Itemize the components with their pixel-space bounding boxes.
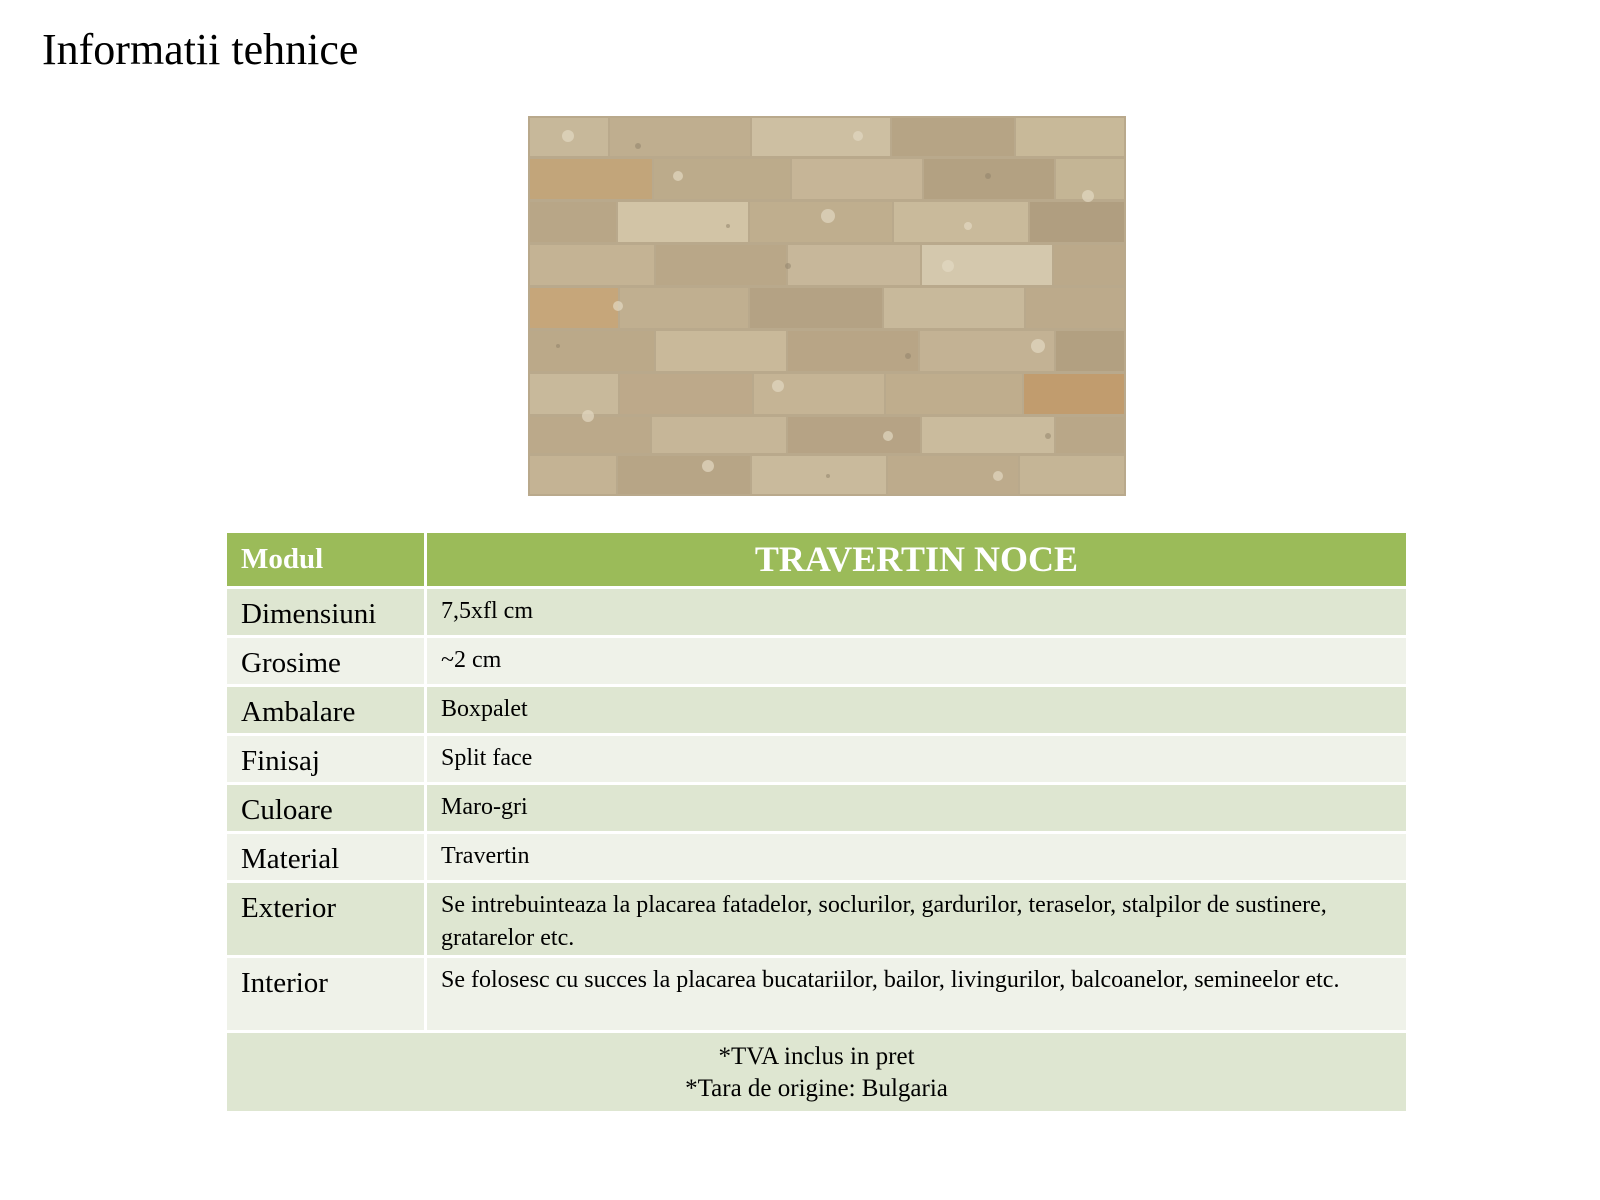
table-row-finisaj [226,735,1408,784]
table-row-exterior [226,882,1408,957]
row-value: Split face [426,735,1408,784]
slide-title: Informatii tehnice [42,25,359,74]
table-row-interior [226,957,1408,1032]
specifications-table [224,530,1409,1114]
row-label: Ambalare [226,686,426,735]
table-row-culoare [226,784,1408,833]
row-value: Se folosesc cu succes la placarea bucatariilor, bailor, livingurilor, balcoanelor, semineelor etc. [426,957,1408,1032]
table-header-row [226,532,1408,588]
row-label: Finisaj [226,735,426,784]
product-name-cell: TRAVERTIN NOCE [426,532,1408,588]
table-row-material [226,833,1408,882]
row-label: Exterior [226,882,426,957]
row-label: Grosime [226,637,426,686]
row-label: Material [226,833,426,882]
row-value: Boxpalet [426,686,1408,735]
row-label: Culoare [226,784,426,833]
origin-note: *Tara de origine: Bulgaria [685,1075,948,1102]
row-value: Se intrebuinteaza la placarea fatadelor, soclurilor, gardurilor, teraselor, stalpilor de sustinere, gratarelor etc. [426,882,1408,957]
row-value: 7,5xfl cm [426,588,1408,637]
row-value: Maro-gri [426,784,1408,833]
vat-note: *TVA inclus in pret [718,1043,915,1070]
table-row-grosime [226,637,1408,686]
footer-notes-cell [226,1032,1408,1113]
stone-wall-image [528,116,1126,496]
row-label: Dimensiuni [226,588,426,637]
table-row-dimensiuni [226,588,1408,637]
row-value: Travertin [426,833,1408,882]
row-label: Interior [226,957,426,1032]
stone-wall-photo [528,116,1126,496]
table-footer-row [226,1032,1408,1113]
row-value: ~2 cm [426,637,1408,686]
header-label-cell: Modul [226,532,426,588]
table-row-ambalare [226,686,1408,735]
